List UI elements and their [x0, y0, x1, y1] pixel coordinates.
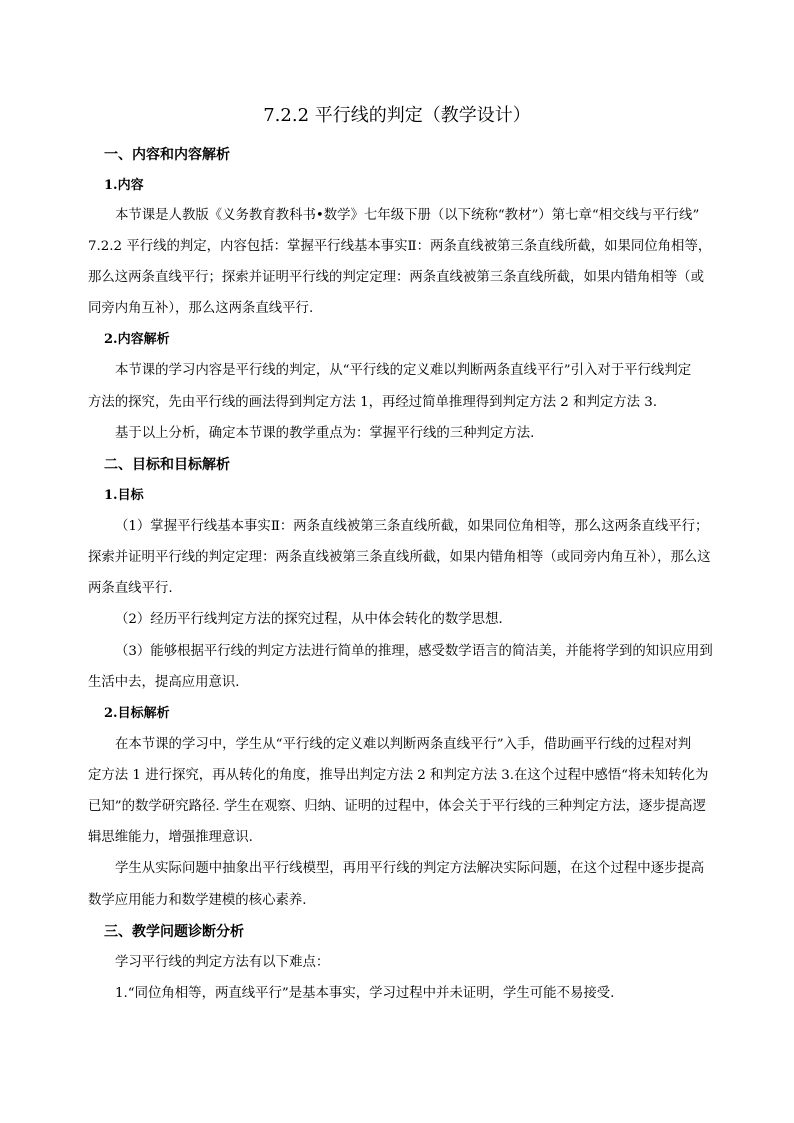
section-heading-3: 三、教学问题诊断分析	[104, 924, 244, 940]
subheading-goals: 1.目标	[104, 488, 144, 503]
paragraph-line: （1）掌握平行线基本事实Ⅱ：两条直线被第三条直线所截，如果同位角相等，那么这两条直线平行；	[115, 519, 709, 534]
paragraph-line: 辑思维能力，增强推理意识.	[88, 830, 253, 845]
paragraph-line: 生活中去，提高应用意识．	[88, 675, 249, 690]
paragraph-line: 学生从实际问题中抽象出平行线模型，再用平行线的判定方法解决实际问题，在这个过程中逐步提高	[115, 861, 705, 876]
paragraph-line: （2）经历平行线判定方法的探究过程，从中体会转化的数学思想．	[115, 612, 512, 627]
paragraph-line: 方法的探究，先由平行线的画法得到判定方法 1，再经过简单推理得到判定方法 2 和判定方法 3．	[88, 395, 667, 410]
paragraph-line: 那么这两条直线平行；探索并证明平行线的判定定理：两条直线被第三条直线所截，如果内错角相等（或	[88, 270, 704, 285]
paragraph-line: 两条直线平行.	[88, 581, 173, 596]
paragraph-line: 本节课的学习内容是平行线的判定，从“平行线的定义难以判断两条直线平行”引入对于平行线判定	[115, 363, 692, 378]
subheading-content-analysis: 2.内容解析	[104, 332, 170, 347]
paragraph-line: 数学应用能力和数学建模的核心素养.	[88, 893, 307, 908]
paragraph-line: 探索并证明平行线的判定定理：两条直线被第三条直线所截，如果内错角相等（或同旁内角互补），那么这	[88, 550, 711, 565]
paragraph-line: （3）能够根据平行线的判定方法进行简单的推理，感受数学语言的简洁美，并能将学到的知识应用到	[115, 644, 713, 659]
document-title: 7.2.2 平行线的判定（教学设计）	[263, 105, 531, 126]
paragraph-line: 学习平行线的判定方法有以下难点：	[115, 955, 330, 970]
paragraph-line: 本节课是人教版《义务教育教科书•数学》七年级下册（以下统称“教材”）第七章“相交线与平行线”	[115, 208, 700, 223]
paragraph-line: 1.“同位角相等，两直线平行”是基本事实，学习过程中并未证明，学生可能不易接受.	[115, 986, 615, 1001]
paragraph-line: 同旁内角互补），那么这两条直线平行.	[88, 301, 314, 316]
paragraph-line: 7.2.2 平行线的判定，内容包括：掌握平行线基本事实Ⅱ：两条直线被第三条直线所截，如果同位角相等，	[88, 239, 712, 254]
subheading-goals-analysis: 2.目标解析	[104, 706, 170, 721]
paragraph-line: 已知”的数学研究路径. 学生在观察、归纳、证明的过程中，体会关于平行线的三种判定方法，逐步提高逻	[88, 799, 706, 814]
section-heading-1: 一、内容和内容解析	[104, 147, 230, 163]
subheading-content: 1.内容	[104, 178, 144, 193]
section-heading-2: 二、目标和目标解析	[104, 457, 230, 473]
paragraph-line: 在本节课的学习中，学生从“平行线的定义难以判断两条直线平行”入手，借助画平行线的过程对判	[115, 737, 692, 752]
paragraph-line: 基于以上分析，确定本节课的教学重点为：掌握平行线的三种判定方法.	[115, 426, 535, 441]
paragraph-line: 定方法 1 进行探究，再从转化的角度，推导出判定方法 2 和判定方法 3.在这个过程中感悟“将未知转化为	[88, 768, 709, 783]
